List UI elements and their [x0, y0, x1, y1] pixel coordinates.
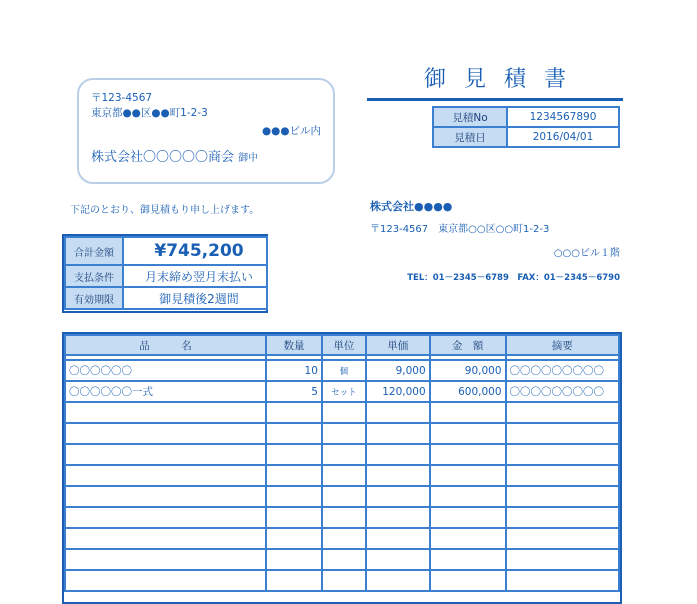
quote-date-row: [433, 127, 619, 147]
col-header-price: 単価: [366, 335, 430, 355]
quote-number-row: [433, 107, 619, 127]
item-unit: セット: [322, 381, 366, 402]
recipient-building: ●●●ビル内: [262, 125, 321, 137]
table-row: [65, 360, 619, 381]
item-name: 〇〇〇〇〇〇: [65, 360, 266, 381]
payment-row: [65, 265, 267, 287]
item-qty: 10: [266, 360, 322, 381]
quote-number-value: 1234567890: [507, 107, 619, 127]
quote-date-label: 見積日: [433, 127, 507, 147]
title-underline: [367, 98, 623, 101]
sender-company: 株式会社●●●●: [370, 200, 453, 213]
validity-value: 御見積後2週間: [123, 287, 267, 309]
empty-row: [65, 549, 619, 570]
empty-row: [65, 528, 619, 549]
validity-label: 有効期限: [65, 287, 123, 309]
document-title: 御見積書: [423, 67, 584, 92]
col-header-amount: 金 額: [430, 335, 506, 355]
item-unit: 個: [322, 360, 366, 381]
empty-row: [65, 465, 619, 486]
empty-row: [65, 570, 619, 591]
item-name: 〇〇〇〇〇〇一式: [65, 381, 266, 402]
summary-table: [64, 236, 268, 310]
recipient-address: 東京都●●区●●町1-2-3: [91, 107, 208, 119]
col-header-unit: 単位: [322, 335, 366, 355]
sender-contact: TEL：01－2345－6789 FAX：01－2345－6790: [407, 273, 620, 283]
recipient-card: [77, 78, 335, 184]
recipient-postal: 〒123-4567: [91, 92, 153, 104]
intro-text: 下記のとおり、御見積もり申し上げます。: [70, 205, 260, 216]
item-note: 〇〇〇〇〇〇〇〇〇: [506, 381, 619, 402]
empty-row: [65, 444, 619, 465]
item-amount: 600,000: [430, 381, 506, 402]
recipient-honorific: 御中: [238, 153, 259, 164]
empty-row: [65, 507, 619, 528]
payment-label: 支払条件: [65, 265, 123, 287]
col-header-note: 摘要: [506, 335, 619, 355]
empty-row: [65, 402, 619, 423]
total-label: 合計金額: [65, 237, 123, 265]
sender-building: ○○○ビル１階: [553, 248, 620, 259]
items-table: [64, 334, 620, 592]
recipient-company-line: [91, 152, 258, 165]
item-price: 120,000: [366, 381, 430, 402]
sender-address: 〒123-4567 東京都○○区○○町1-2-3: [370, 224, 550, 235]
item-qty: 5: [266, 381, 322, 402]
col-header-name: 品 名: [65, 335, 266, 355]
validity-row: [65, 287, 267, 309]
quote-meta-table: [432, 106, 620, 148]
recipient-company: 株式会社〇〇〇〇〇商会: [91, 150, 235, 165]
empty-row: [65, 486, 619, 507]
table-row: [65, 381, 619, 402]
item-note: 〇〇〇〇〇〇〇〇〇: [506, 360, 619, 381]
empty-row: [65, 423, 619, 444]
item-amount: 90,000: [430, 360, 506, 381]
quote-number-label: 見積No: [433, 107, 507, 127]
col-header-qty: 数量: [266, 335, 322, 355]
item-price: 9,000: [366, 360, 430, 381]
payment-value: 月末締め翌月末払い: [123, 265, 267, 287]
quote-date-value: 2016/04/01: [507, 127, 619, 147]
total-row: [65, 237, 267, 265]
total-value: ¥745,200: [123, 237, 267, 265]
items-header-row: [65, 335, 619, 355]
